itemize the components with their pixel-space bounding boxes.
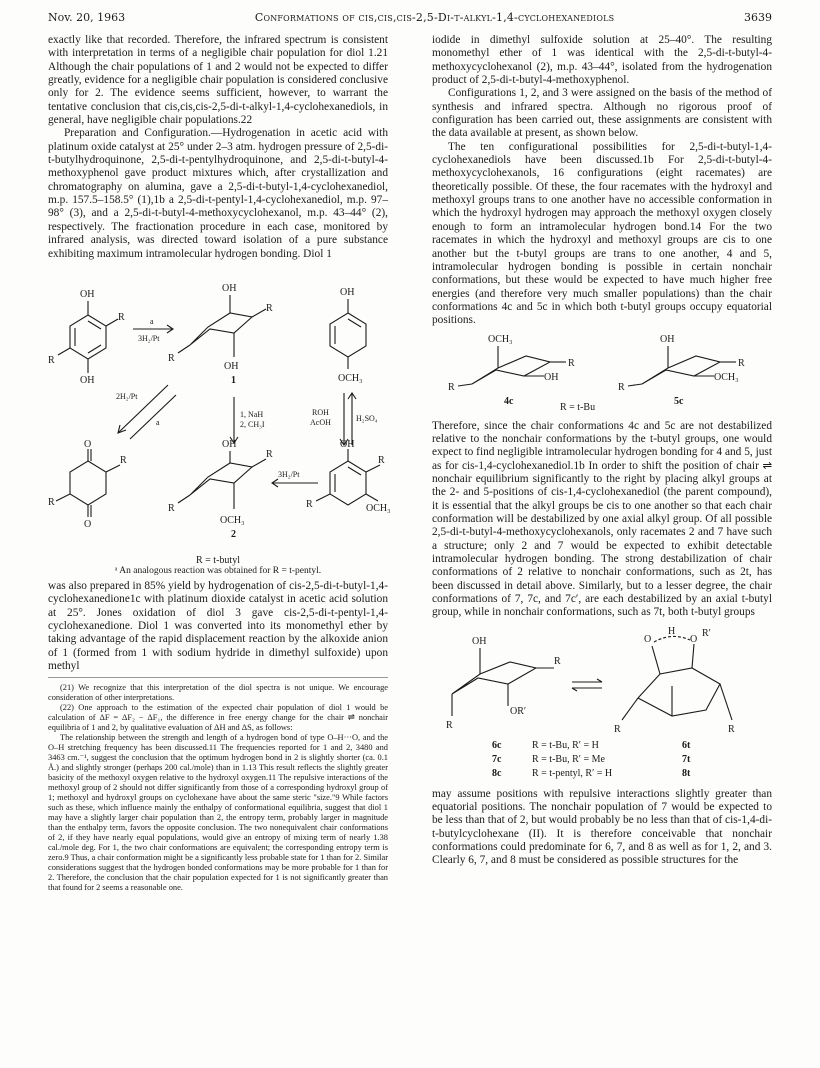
arrow-label-a: a <box>150 316 154 326</box>
paragraph: exactly like that recorded. Therefore, the infrared spectrum is consistent with interpretation in terms of a negligible chair population for diol 1.21 Although the chair populations of 1 and 2 would not be expected to differ greatly, evidence for a negligible chair population is considered conclusive only for 2. The evidence seems sufficient, however, to warrant the tentative conclusion that cis,cis,cis-2,5-di-t-alkyl-1,4-cyclohexanediols, in general, have negligible chair populations.22 <box>48 34 388 127</box>
r-label: R <box>48 354 55 366</box>
arrow-label-3h2: 3H₂/Pt <box>138 333 160 343</box>
r-label: R <box>266 302 273 314</box>
oh-label: OH <box>222 438 237 450</box>
cyclohexanedione-ring <box>70 461 106 505</box>
right-column <box>432 34 772 868</box>
r-label: R <box>306 498 313 510</box>
step-label: AcOH <box>310 417 331 427</box>
cyclohexane-chair <box>642 356 720 384</box>
oh-label: OH <box>222 282 237 294</box>
paragraph: Preparation and Configuration.—Hydrogenation in acetic acid with platinum oxide catalyst at 25° under 2–3 atm. hydrogen pressure of 2,5-di-t-butylhydroquinone, 2,5-di-t-pentylhydroquinone, and 2,5-di-t-butyl-4-methoxyphenol gave product mixtures which, after crystallization and chromatography on alumina, gave a 2,5-di-t-butyl-1,4-cyclohexanediol, m.p. 157.5–158.5° (1),1b a 2,5-di-t-pentyl-1,4-cyclohexanediol, m.p. 97–98° (3), and a 2,5-di-t-butyl-4-methoxycyclohexanol, m.p. 43–44° (2), respectively. The fractionation procedure in each case, monitored by infrared analysis, was directed toward isolation of a pure substance exhibiting maximum intramolecular hydrogen bonding. Diol 1 <box>48 127 388 260</box>
paragraph: was also prepared in 85% yield by hydrogenation of cis-2,5-di-t-butyl-1,4-cyclohexanedione1c with platinum dioxide catalyst in acetic acid solution at 25°. Jones oxidation of diol 3 gave cis-2,5-di-t-pentyl-1,4-cyclohexanedione. Diol 1 was converted into its monomethyl ether by taking advantage of the rapid displacement reaction by the alkoxide anion of 1 (formed from 1 with sodium hydride in dimethyl sulfoxide) upon methyl <box>48 579 388 672</box>
oh-label: OH <box>544 371 559 383</box>
r-label: R <box>618 381 625 393</box>
row-label: 7t <box>682 753 691 765</box>
scheme-footnote: ᵃ An analogous reaction was obtained for R = t-pentyl. <box>114 565 322 576</box>
footnote-22: (22) One approach to the estimation of the expected chair population of diol 1 would be calculation of ΔF = ΔF₂ − ΔF₁, the difference in free energy change for the chair ⇌ nonchair equilibria of 1 and 2, by qualitative evaluation of ΔH and ΔS, as follows: <box>48 703 388 733</box>
h-label: H <box>668 625 676 637</box>
row-label: 6c <box>492 739 502 751</box>
oh-label: OH <box>660 333 675 345</box>
och3-label: OCH₃ <box>488 333 513 345</box>
cyclohexane-chair <box>190 463 252 495</box>
compound-number-2: 2 <box>231 528 236 540</box>
header-title: Conformations of cis,cis,cis-2,5-Di-t-alkyl-1,4-cyclohexanediols <box>254 10 615 24</box>
oh-label: OH <box>472 635 487 647</box>
r-label: R <box>448 381 455 393</box>
r-label: R <box>554 655 561 667</box>
step-label: 2, CH₃I <box>240 419 265 429</box>
cyclohexane-chair <box>452 662 536 694</box>
reaction-scheme <box>48 265 391 551</box>
orp-label: OR′ <box>510 705 527 717</box>
cyclohexane-chair <box>190 313 252 345</box>
paragraph: Therefore, since the chair conformations 4c and 5c are not destabilized relative to the nonchair conformations by the t-butyl groups, one would expect to find negligible intramolecular hydrogen bonding for 4 and 5, just as for cis-1,4-cyclohexanediol.1b In order to shift the position of chair ⇌ nonchair equilibrium significantly to the right by placing alkyl groups at the 2- and 5-positions of cis-1,4-cyclohexanediol (the parent compound), it is essential that the alkyl groups be cis to one another so that each chair conformation will be destabilized by one axial alkyl group. Of all possible 2,5-di-t-butyl-4-methoxycyclohexanols, only racemates 2 and 7 have such a structure; only 2 and 7 would be expected to exhibit detectable intramolecular hydrogen bonding. The strong destabilization of chair conformations of 2 relative to nonchair conformations, such as 2t, has been discussed in detail above. Similarly, but to a lesser degree, the chair conformations of 7, 7c, and 7c′, are each destabilized by an axial t-butyl group, while in nonchair conformations, such as 7t, both t-butyl groups <box>432 419 772 619</box>
oh-label: OH <box>80 288 95 300</box>
r-label: R <box>266 448 273 460</box>
chair-conformations-4c-5c <box>432 332 772 416</box>
r-definition: R = t-Bu <box>560 401 596 413</box>
oh-label: OH <box>340 286 355 298</box>
cyclohexane-chair <box>472 356 550 384</box>
paragraph: Configurations 1, 2, and 3 were assigned on the basis of the method of synthesis and infrared spectra. Although no rigorous proof of configuration has been carried out, these assignments are consistent with the data available at present, as shown below. <box>432 87 772 140</box>
step-label: 1, NaH <box>240 409 264 419</box>
oh-label: OH <box>340 438 355 450</box>
r-label: R <box>168 502 175 514</box>
o-label: O <box>644 633 652 645</box>
paragraph: The ten configurational possibilities for 2,5-di-t-butyl-1,4-cyclohexanediols have been discussed.1b For 2,5-di-t-butyl-4-methoxycyclohexanols, 16 configurations (eight racemates) are theoretically possible. Of these, the four racemates with the hydroxyl and methoxyl groups trans to one another have no accessible conformation in which the hydroxyl hydrogen may approach the methoxyl oxygen closely enough to form an intramolecular hydrogen bond.14 For the two racemates in which the hydroxyl and methoxyl groups are cis to one another but the t-butyl groups are trans to one another, 4 and 5, intramolecular hydrogen bonding is possible in certain nonchair conformations, but these would be expected to have much higher free energies (and therefore very much smaller populations) than the chair conformations 4c and 5c in which both t-butyl groups occupy equatorial positions. <box>432 140 772 327</box>
rprime-label: R′ <box>702 627 711 639</box>
left-column <box>48 34 391 893</box>
running-header <box>48 8 772 26</box>
r-label: R <box>738 357 745 369</box>
twist-boat <box>638 668 720 716</box>
oh-label: OH <box>80 374 95 386</box>
row-def: R = t-Bu, R′ = H <box>532 739 599 751</box>
compound-number-1: 1 <box>231 374 236 386</box>
r-label: R <box>168 352 175 364</box>
label-4c: 4c <box>504 395 514 407</box>
r-label: R <box>446 719 453 731</box>
paragraph: iodide in dimethyl sulfoxide solution at 25–40°. The resulting monomethyl ether of 1 was identical with the 2,5-di-t-butyl-4-methoxycyclohexanol (2), m.p. 43–44°, isolated from the hydrogenation product of 2,5-di-t-butyl-4-methoxyphenol. <box>432 34 772 87</box>
row-def: R = t-Bu, R′ = Me <box>532 753 605 765</box>
step-label: H₂SO₄ <box>356 413 378 423</box>
och3-label: OCH₃ <box>714 371 739 383</box>
diag-label: a <box>156 417 160 427</box>
label-5c: 5c <box>674 395 684 407</box>
row-label: 6t <box>682 739 691 751</box>
row-def: R = t-pentyl, R′ = H <box>532 767 613 779</box>
o-label: O <box>690 633 698 645</box>
r-label: R <box>120 454 127 466</box>
r-label: R <box>48 496 55 508</box>
row-label: 7c <box>492 753 502 765</box>
r-label: R <box>378 454 385 466</box>
header-date: Nov. 20, 1963 <box>48 10 126 24</box>
row-label: 8t <box>682 767 691 779</box>
arrow-label-3h2: 3H₂/Pt <box>278 469 300 479</box>
r-label: R <box>118 311 125 323</box>
r-label: R <box>568 357 575 369</box>
oh-label: OH <box>224 360 239 372</box>
r-definition: R = t-butyl <box>196 554 240 566</box>
step-label: ROH <box>312 407 329 417</box>
o-label: O <box>84 518 92 530</box>
diag-label: 2H₂/Pt <box>116 391 138 401</box>
conformations-6-7-8 <box>432 624 772 784</box>
footnote-divider <box>48 677 388 678</box>
r-label: R <box>728 723 735 735</box>
footnote-21: (21) We recognize that this interpretation of the diol spectra is not unique. We encourage consideration of other interpretations. <box>48 683 388 703</box>
och3-label: OCH₃ <box>366 502 391 514</box>
header-page-number: 3639 <box>743 10 772 24</box>
footnote-22-continued: The relationship between the strength and length of a hydrogen bond of type O–H···O, and the O–H stretching frequency has been discussed.11 The frequencies reported for 1 and 2, 3480 and 3463 cm.⁻¹, suggest the conclusion that the optimum hydrogen bond in 2 is slightly shorter (ca. 0.1 Å.) and slightly stronger (perhaps 200 cal./mole) than in 1.13 This result reflects the slightly greater basicity of the methoxyl oxygen relative to the hydroxyl oxygen.11 The repulsive interactions of the methoxyl group of 2 should not differ significantly from those of a corresponding hydroxyl group of 1; methoxyl and hydroxyl groups on cyclohexane have about the same steric "size."9 While factors such as these, which influence mainly the enthalpy of conformational equilibria, suggest that diol 1 may have a slightly larger chair population than 2, the entropy term, probably larger in magnitude than the enthalpy term, favors the opposite conclusion. The two nonequivalent chair conformations of 2, if they have nearly equal populations, would give an entropy of mixing term of nearly 1.38 cal./mole deg. For 1, the two chair conformations are equivalent; the corresponding entropy term is zero.9 Thus, a chair conformation might be a significantly less probable state for 1 than for 2. Similar considerations suggest that the hydrogen bonded conformations may be more probable for 1 than for 2. Therefore, the conclusion that the chair population expected for 1 is not significantly greater than that found for 2 seems a reasonable one. <box>48 733 388 893</box>
row-label: 8c <box>492 767 502 779</box>
paragraph: may assume positions with repulsive interactions slightly greater than equatorial positions. The nonchair population of 7 would be expected to be less than that of 2, but would probably be no less than that of cis-1,4-di-t-butylcyclohexane (II). It is therefore conceivable that nonchair conformations could predominate for 6, 7, and 8 as well as for 1, 2, and 3. Clearly 6, 7, and 8 must be considered as possible structures for the <box>432 787 772 867</box>
och3-label: OCH₃ <box>338 372 363 384</box>
r-label: R <box>614 723 621 735</box>
och3-label: OCH₃ <box>220 514 245 526</box>
o-label: O <box>84 438 92 450</box>
